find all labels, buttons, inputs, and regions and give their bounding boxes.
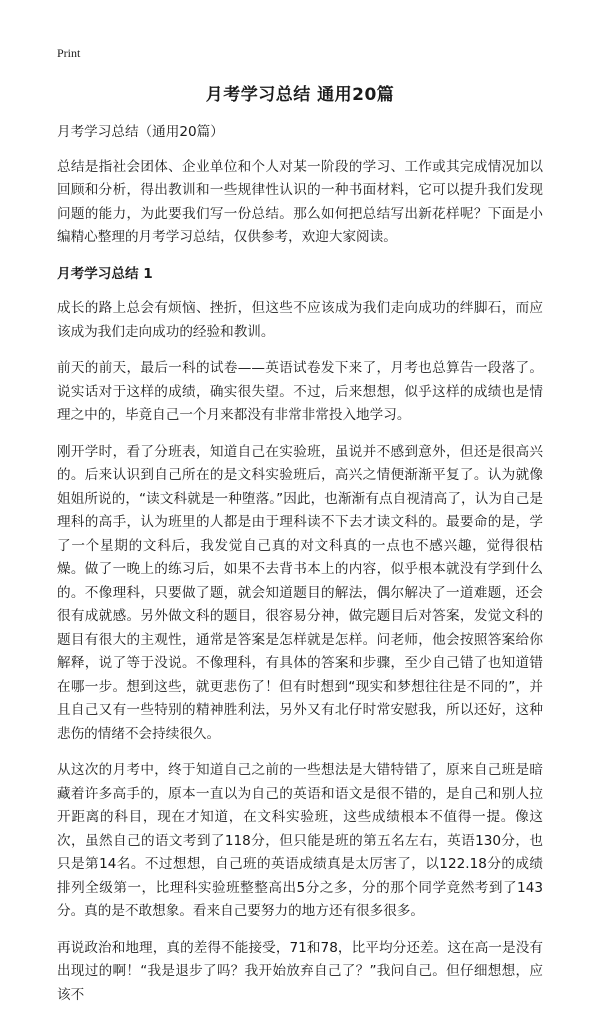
body-paragraph: 前天的前天，最后一科的试卷——英语试卷发下来了，月考也总算告一段落了。说实话对于这样的成绩，确实很失望。不过，后来想想，似乎这样的成绩也是情理之中的，毕竟自己一个月来都没有非常非常投入地学习。 — [57, 360, 543, 423]
document-subtitle: 月考学习总结（通用20篇） — [57, 124, 224, 140]
body-paragraph: 从这次的月考中，终于知道自己之前的一些想法是大错特错了，原来自己班是暗藏着许多高手的，原本一直以为自己的英语和语文是很不错的，是自己和别人拉开距离的科目，现在才知道，在文科实验班，这些成绩根本不值得一提。像这次，虽然自己的语文考到了118分，但只能是班的第五名左右，英语130分，也只是第14名。不过想想，自己班的英语成绩真是太厉害了，以122.18分的成绩排列全级第一，比理科实验班整整高出5分之多，分的那个同学竟然考到了143分。真的是不敢想象。看来自己要努力的地方还有很多很多。 — [57, 762, 543, 919]
body-paragraph: 成长的路上总会有烦恼、挫折，但这些不应该成为我们走向成功的绊脚石，而应该成为我们走向成功的经验和教训。 — [57, 300, 543, 340]
document-body — [57, 121, 543, 1020]
section-heading: 月考学习总结 1 — [57, 265, 153, 282]
body-paragraph: 再说政治和地理，真的差得不能接受，71和78，比平均分还差。这在高一是没有出现过的啊！“我是退步了吗？我开始放弃自己了？”我问自己。但仔细想想，应该不 — [57, 939, 543, 1003]
print-label: Print — [57, 46, 81, 60]
intro-paragraph: 总结是指社会团体、企业单位和个人对某一阶段的学习、工作或其完成情况加以回顾和分析，得出教训和一些规律性认识的一种书面材料，它可以提升我们发现问题的能力，为此要我们写一份总结。那么如何把总结写出新花样呢？下面是小编精心整理的月考学习总结，仅供参考，欢迎大家阅读。 — [57, 158, 543, 245]
body-paragraph: 刚开学时，看了分班表，知道自己在实验班，虽说并不感到意外，但还是很高兴的。后来认识到自己所在的是文科实验班后，高兴之情便渐渐平复了。认为就像姐姐所说的，“读文科就是一种堕落。”因此，也渐渐有点自视清高了，认为自己是理科的高手，认为班里的人都是由于理科读不下去才读文科的。最要命的是，学了一个星期的文科后，我发觉自己真的对文科真的一点也不感兴趣，觉得很枯燥。做了一晚上的练习后，如果不去背书本上的内容，似乎根本就没有学到什么的。不像理科，只要做了题，就会知道题目的解法，偶尔解决了一道难题，还会很有成就感。另外做文科的题目，很容易分神，做完题目后对答案，发觉文科的题目有很大的主观性，通常是答案是怎样就是怎样。问老师，他会按照答案给你解释，说了等于没说。不像理科，有具体的答案和步骤，至少自己错了也知道错在哪一步。想到这些，就更悲伤了！但有时想到“现实和梦想往往是不同的”，并且自己又有一些特别的精神胜利法，另外又有北仔时常安慰我，所以还好，这种悲伤的情绪不会持续很久。 — [57, 443, 543, 742]
document-title: 月考学习总结 通用20篇 — [205, 85, 395, 105]
